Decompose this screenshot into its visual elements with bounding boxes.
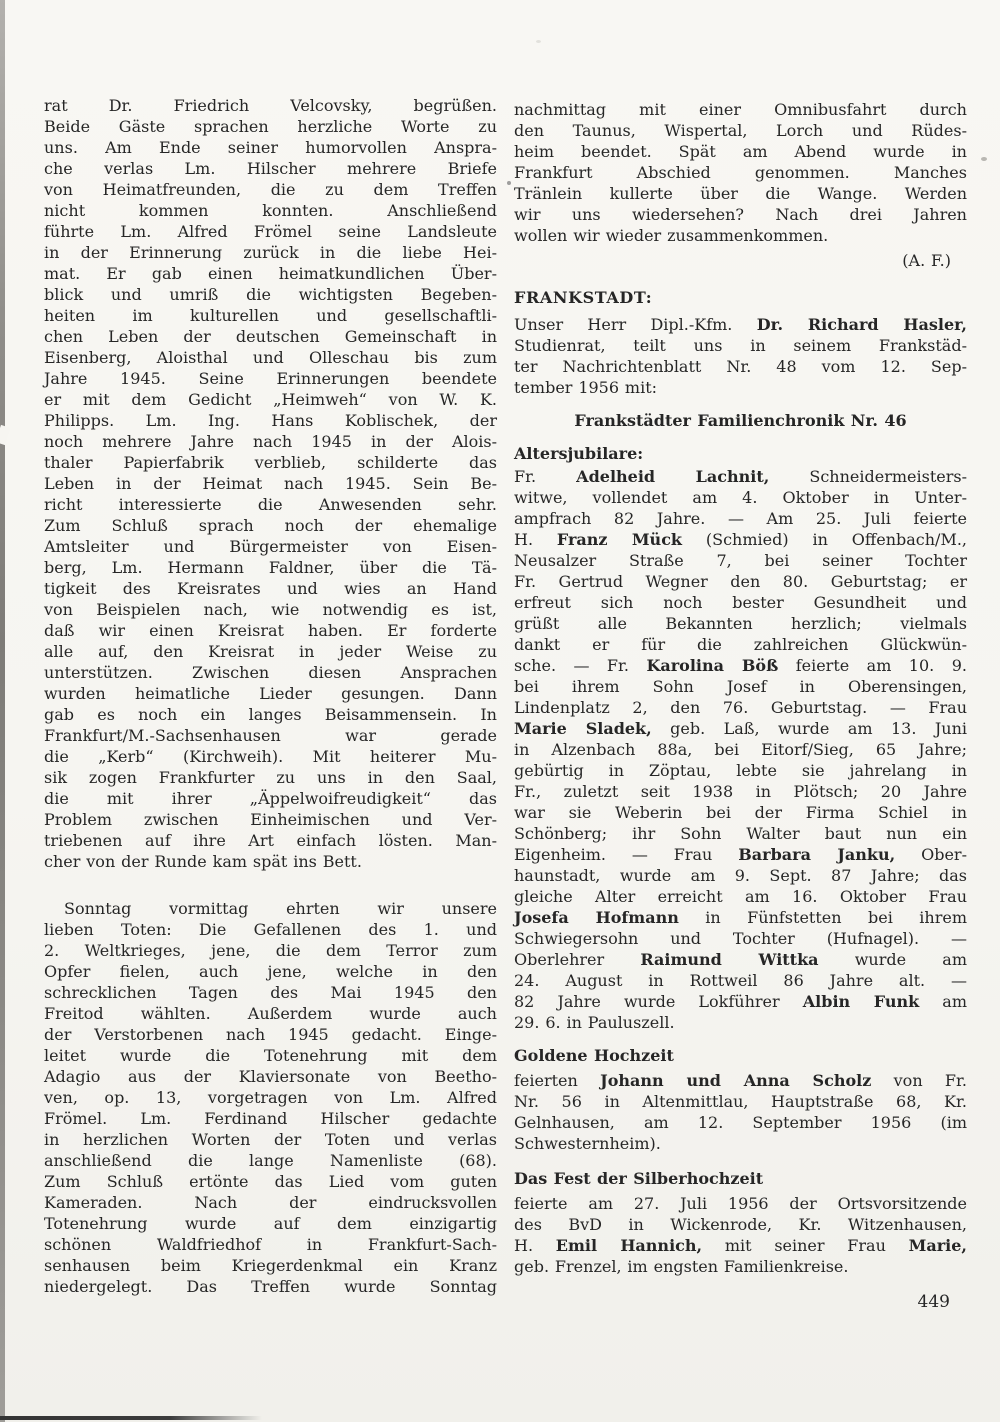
text-line: Frömel. Lm. Ferdinand Hilscher gedachte bbox=[44, 1109, 497, 1128]
paragraph-silberhochzeit bbox=[514, 1193, 967, 1277]
text-line: gab es noch ein langes Beisammensein. In bbox=[44, 705, 497, 724]
text-line: thaler Papierfabrik verblieb, schilderte das bbox=[44, 453, 497, 472]
text-line: cher von der Runde kam spät ins Bett. bbox=[44, 852, 362, 871]
text-line: anschließend die lange Namenliste (68). bbox=[44, 1151, 497, 1170]
text-line: Unser Herr Dipl.-Kfm. Dr. Richard Hasler, bbox=[514, 315, 967, 334]
text-line: blick und umriß die wichtigsten Begeben- bbox=[44, 285, 497, 304]
text-line: Problem zwischen Einheimischen und Ver- bbox=[44, 810, 497, 829]
text-line: heim beendet. Spät am Abend wurde in bbox=[514, 142, 967, 161]
text-line: war sie Weberin bei der Firma Schiel in bbox=[514, 803, 967, 822]
text-line: Zum Schluß ertönte das Lied vom guten bbox=[44, 1172, 497, 1191]
text-line: Freitod wählten. Außerdem wurde auch bbox=[44, 1004, 497, 1023]
text-line: gebürtig in Zöptau, lebte sie jahrelang in bbox=[514, 761, 967, 780]
column-left bbox=[44, 95, 497, 1297]
text-line: in herzlichen Worten der Toten und verlas bbox=[44, 1130, 497, 1149]
text-line: Frankfurt/M.-Sachsenhausen war gerade bbox=[44, 726, 497, 745]
text-line: senhausen beim Kriegerdenkmal ein Kranz bbox=[44, 1256, 497, 1275]
text-line: lieben Toten: Die Gefallenen des 1. und bbox=[44, 920, 497, 939]
text-line: Philipps. Lm. Ing. Hans Koblischek, der bbox=[44, 411, 497, 430]
text-line: daß wir einen Kreisrat haben. Er forderte bbox=[44, 621, 497, 640]
text-line: tember 1956 mit: bbox=[514, 378, 658, 397]
section-heading-frankstadt: FRANKSTADT: bbox=[514, 288, 653, 307]
text-line: chen Leben der deutschen Gemeinschaft in bbox=[44, 327, 497, 346]
text-line: triebenen auf ihre Art einfach lösten. Man- bbox=[44, 831, 497, 850]
text-line: nachmittag mit einer Omnibusfahrt durch bbox=[514, 100, 967, 119]
text-line: Schwesternheim). bbox=[514, 1134, 661, 1153]
text-line: feierten Johann und Anna Scholz von Fr. bbox=[514, 1071, 968, 1090]
text-line: niedergelegt. Das Treffen wurde Sonntag bbox=[44, 1277, 497, 1296]
scan-edge-notch bbox=[0, 425, 11, 445]
text-line: unterstützen. Zwischen diesen Ansprachen bbox=[44, 663, 497, 682]
text-line: Beide Gäste sprachen herzliche Worte zu bbox=[44, 117, 497, 136]
text-line: heiten im kulturellen und gesellschaftli- bbox=[44, 306, 497, 325]
text-line: Zum Schluß sprach noch der ehemalige bbox=[44, 516, 497, 535]
text-line: che verlas Lm. Hilscher mehrere Briefe bbox=[44, 159, 497, 178]
text-line: witwe, vollendet am 4. Oktober in Unter- bbox=[514, 488, 967, 507]
text-line: haunstadt, wurde am 9. Sept. 87 Jahre; das bbox=[514, 866, 967, 885]
section-heading-goldene-hochzeit: Goldene Hochzeit bbox=[514, 1046, 674, 1065]
text-line: er mit dem Gedicht „Heimweh“ von W. K. bbox=[44, 390, 497, 409]
section-heading-altersjubilare: Altersjubilare: bbox=[514, 444, 644, 463]
text-line: noch mehrere Jahre nach 1945 in der Alois- bbox=[44, 432, 497, 451]
text-line: H. Emil Hannich, mit seiner Frau Marie, bbox=[514, 1236, 967, 1255]
scan-edge-shadow bbox=[0, 0, 5, 1422]
text-line: von Beispielen nach, wie notwendig es ist, bbox=[44, 600, 497, 619]
text-line: schönen Waldfriedhof in Frankfurt-Sach- bbox=[44, 1235, 497, 1254]
text-line: 29. 6. in Pauluszell. bbox=[514, 1013, 675, 1032]
scan-speck bbox=[981, 157, 987, 161]
text-line: Neusalzer Straße 7, bei seiner Tochter bbox=[514, 551, 967, 570]
text-line: Marie Sladek, geb. Laß, wurde am 13. Juni bbox=[514, 719, 967, 738]
text-line: wurden heimatliche Lieder gesungen. Dann bbox=[44, 684, 497, 703]
signature-initials: (A. F.) bbox=[902, 251, 951, 270]
text-line: ven, op. 13, vorgetragen von Lm. Alfred bbox=[44, 1088, 497, 1107]
text-line: leitet wurde die Totenehrung mit dem bbox=[44, 1046, 497, 1065]
text-line: geb. Frenzel, im engsten Familienkreise. bbox=[514, 1257, 849, 1276]
paragraph-frankstadt-intro bbox=[514, 314, 967, 398]
text-line: rat Dr. Friedrich Velcovsky, begrüßen. bbox=[44, 96, 497, 115]
text-line: Gelnhausen, am 12. September 1956 (im bbox=[514, 1113, 967, 1132]
paragraph-totenehrung bbox=[44, 898, 497, 1297]
text-line: 82 Jahre wurde Lokführer Albin Funk am bbox=[514, 992, 968, 1011]
text-line: grüßt alle Bekannten herzlich; vielmals bbox=[514, 614, 967, 633]
scan-speck bbox=[536, 40, 541, 43]
text-line: Nr. 56 in Altenmittlau, Hauptstraße 68, Kr. bbox=[514, 1092, 967, 1111]
text-line: H. Franz Mück (Schmied) in Offenbach/M., bbox=[514, 530, 967, 549]
text-line: des BvD in Wickenrode, Kr. Witzenhausen, bbox=[514, 1215, 967, 1234]
text-line: gleiche Alter erreicht am 16. Oktober Frau bbox=[514, 887, 967, 906]
text-line: richt interessierte die Anwesenden sehr. bbox=[44, 495, 497, 514]
text-line: Schwiegersohn und Tochter (Hufnagel). — bbox=[514, 929, 967, 948]
scan-bottom-mark bbox=[0, 1416, 262, 1420]
paragraph-treffen-bericht bbox=[44, 95, 497, 872]
paragraph-altersjubilare bbox=[514, 466, 967, 1033]
text-line: den Taunus, Wispertal, Lorch und Rüdes- bbox=[514, 121, 967, 140]
text-line: Tränlein kullerte über die Wange. Werden bbox=[514, 184, 967, 203]
text-line: Schönberg; ihr Sohn Walter baut nun ein bbox=[514, 824, 967, 843]
text-line: Totenehrung wurde auf dem einzigartig bbox=[44, 1214, 497, 1233]
text-line: die „Kerb“ (Kirchweih). Mit heiterer Mu- bbox=[44, 747, 497, 766]
text-line: feierte am 27. Juli 1956 der Ortsvorsitzende bbox=[514, 1194, 967, 1213]
scan-speck bbox=[507, 181, 511, 185]
text-line: Studienrat, teilt uns in seinem Frankstäd- bbox=[514, 336, 967, 355]
text-line: alle auf, den Kreisrat in jeder Weise zu bbox=[44, 642, 497, 661]
text-line: 24. August in Rottweil 86 Jahre alt. — bbox=[514, 971, 967, 990]
text-line: Fr., zuletzt seit 1938 in Plötsch; 20 Jahre bbox=[514, 782, 967, 801]
text-line: nicht kommen konnten. Anschließend bbox=[44, 201, 497, 220]
text-line: tigkeit des Kreisrates und wies an Hand bbox=[44, 579, 497, 598]
paragraph-abschied bbox=[514, 99, 967, 246]
text-line: wir uns wiedersehen? Nach drei Jahren bbox=[514, 205, 967, 224]
text-line: sche. — Fr. Karolina Böß feierte am 10. 9. bbox=[514, 656, 967, 675]
text-line: wollen wir wieder zusammenkommen. bbox=[514, 226, 829, 245]
text-line: Adagio aus der Klaviersonate von Beetho- bbox=[44, 1067, 497, 1086]
text-line: Amtsleiter und Bürgermeister von Eisen- bbox=[44, 537, 497, 556]
text-line: mat. Er gab einen heimatkundlichen Über- bbox=[44, 264, 497, 283]
text-line: Eigenheim. — Frau Barbara Janku, Ober- bbox=[514, 845, 967, 864]
text-line: ampfrach 82 Jahre. — Am 25. Juli feierte bbox=[514, 509, 967, 528]
text-line: Lindenplatz 2, den 76. Geburtstag. — Frau bbox=[514, 698, 967, 717]
text-line: 2. Weltkrieges, jene, die dem Terror zum bbox=[44, 941, 497, 960]
text-line: Fr. Gertrud Wegner den 80. Geburtstag; er bbox=[514, 572, 967, 591]
text-line: uns. Am Ende seiner humorvollen Anspra- bbox=[44, 138, 497, 157]
text-line: Sonntag vormittag ehrten wir unsere bbox=[64, 899, 497, 918]
text-line: Leben in der Heimat nach 1945. Sein Be- bbox=[44, 474, 497, 493]
text-line: in der Erinnerung zurück in die liebe Hei- bbox=[44, 243, 497, 262]
text-line: dankt er für die zahlreichen Glückwün- bbox=[514, 635, 967, 654]
text-line: in Alzenbach 88a, bei Eitorf/Sieg, 65 Jahre; bbox=[514, 740, 967, 759]
paragraph-goldene-hochzeit bbox=[514, 1070, 967, 1154]
chronicle-heading: Frankstädter Familienchronik Nr. 46 bbox=[574, 411, 907, 430]
page-number: 449 bbox=[917, 1292, 950, 1312]
text-line: Kameraden. Nach der eindrucksvollen bbox=[44, 1193, 497, 1212]
text-line: erfreut sich noch bester Gesundheit und bbox=[514, 593, 967, 612]
text-line: der Verstorbenen nach 1945 gedacht. Einge- bbox=[44, 1025, 497, 1044]
column-right bbox=[514, 99, 967, 1277]
text-line: die mit ihrer „Äppelwoifreudigkeit“ das bbox=[44, 789, 497, 808]
text-line: Josefa Hofmann in Fünfstetten bei ihrem bbox=[514, 908, 967, 927]
text-line: Oberlehrer Raimund Wittka wurde am bbox=[514, 950, 967, 969]
section-heading-silberhochzeit: Das Fest der Silberhochzeit bbox=[514, 1169, 764, 1188]
text-line: Eisenberg, Aloisthal und Olleschau bis zum bbox=[44, 348, 497, 367]
text-line: Frankfurt Abschied genommen. Manches bbox=[514, 163, 967, 182]
text-line: Opfer fielen, auch jene, welche in den bbox=[44, 962, 497, 981]
text-line: Fr. Adelheid Lachnit, Schneidermeisters- bbox=[514, 467, 967, 486]
text-line: führte Lm. Alfred Frömel seine Landsleute bbox=[44, 222, 497, 241]
text-line: schrecklichen Tagen des Mai 1945 den bbox=[44, 983, 497, 1002]
text-line: von Heimatfreunden, die zu dem Treffen bbox=[44, 180, 497, 199]
text-line: sik zogen Frankfurter zu uns in den Saal, bbox=[44, 768, 497, 787]
text-line: Jahre 1945. Seine Erinnerungen beendete bbox=[44, 369, 497, 388]
text-line: bei ihrem Sohn Josef in Oberensingen, bbox=[514, 677, 967, 696]
text-line: ter Nachrichtenblatt Nr. 48 vom 12. Sep- bbox=[514, 357, 967, 376]
text-line: berg, Lm. Hermann Faldner, über die Tä- bbox=[44, 558, 497, 577]
